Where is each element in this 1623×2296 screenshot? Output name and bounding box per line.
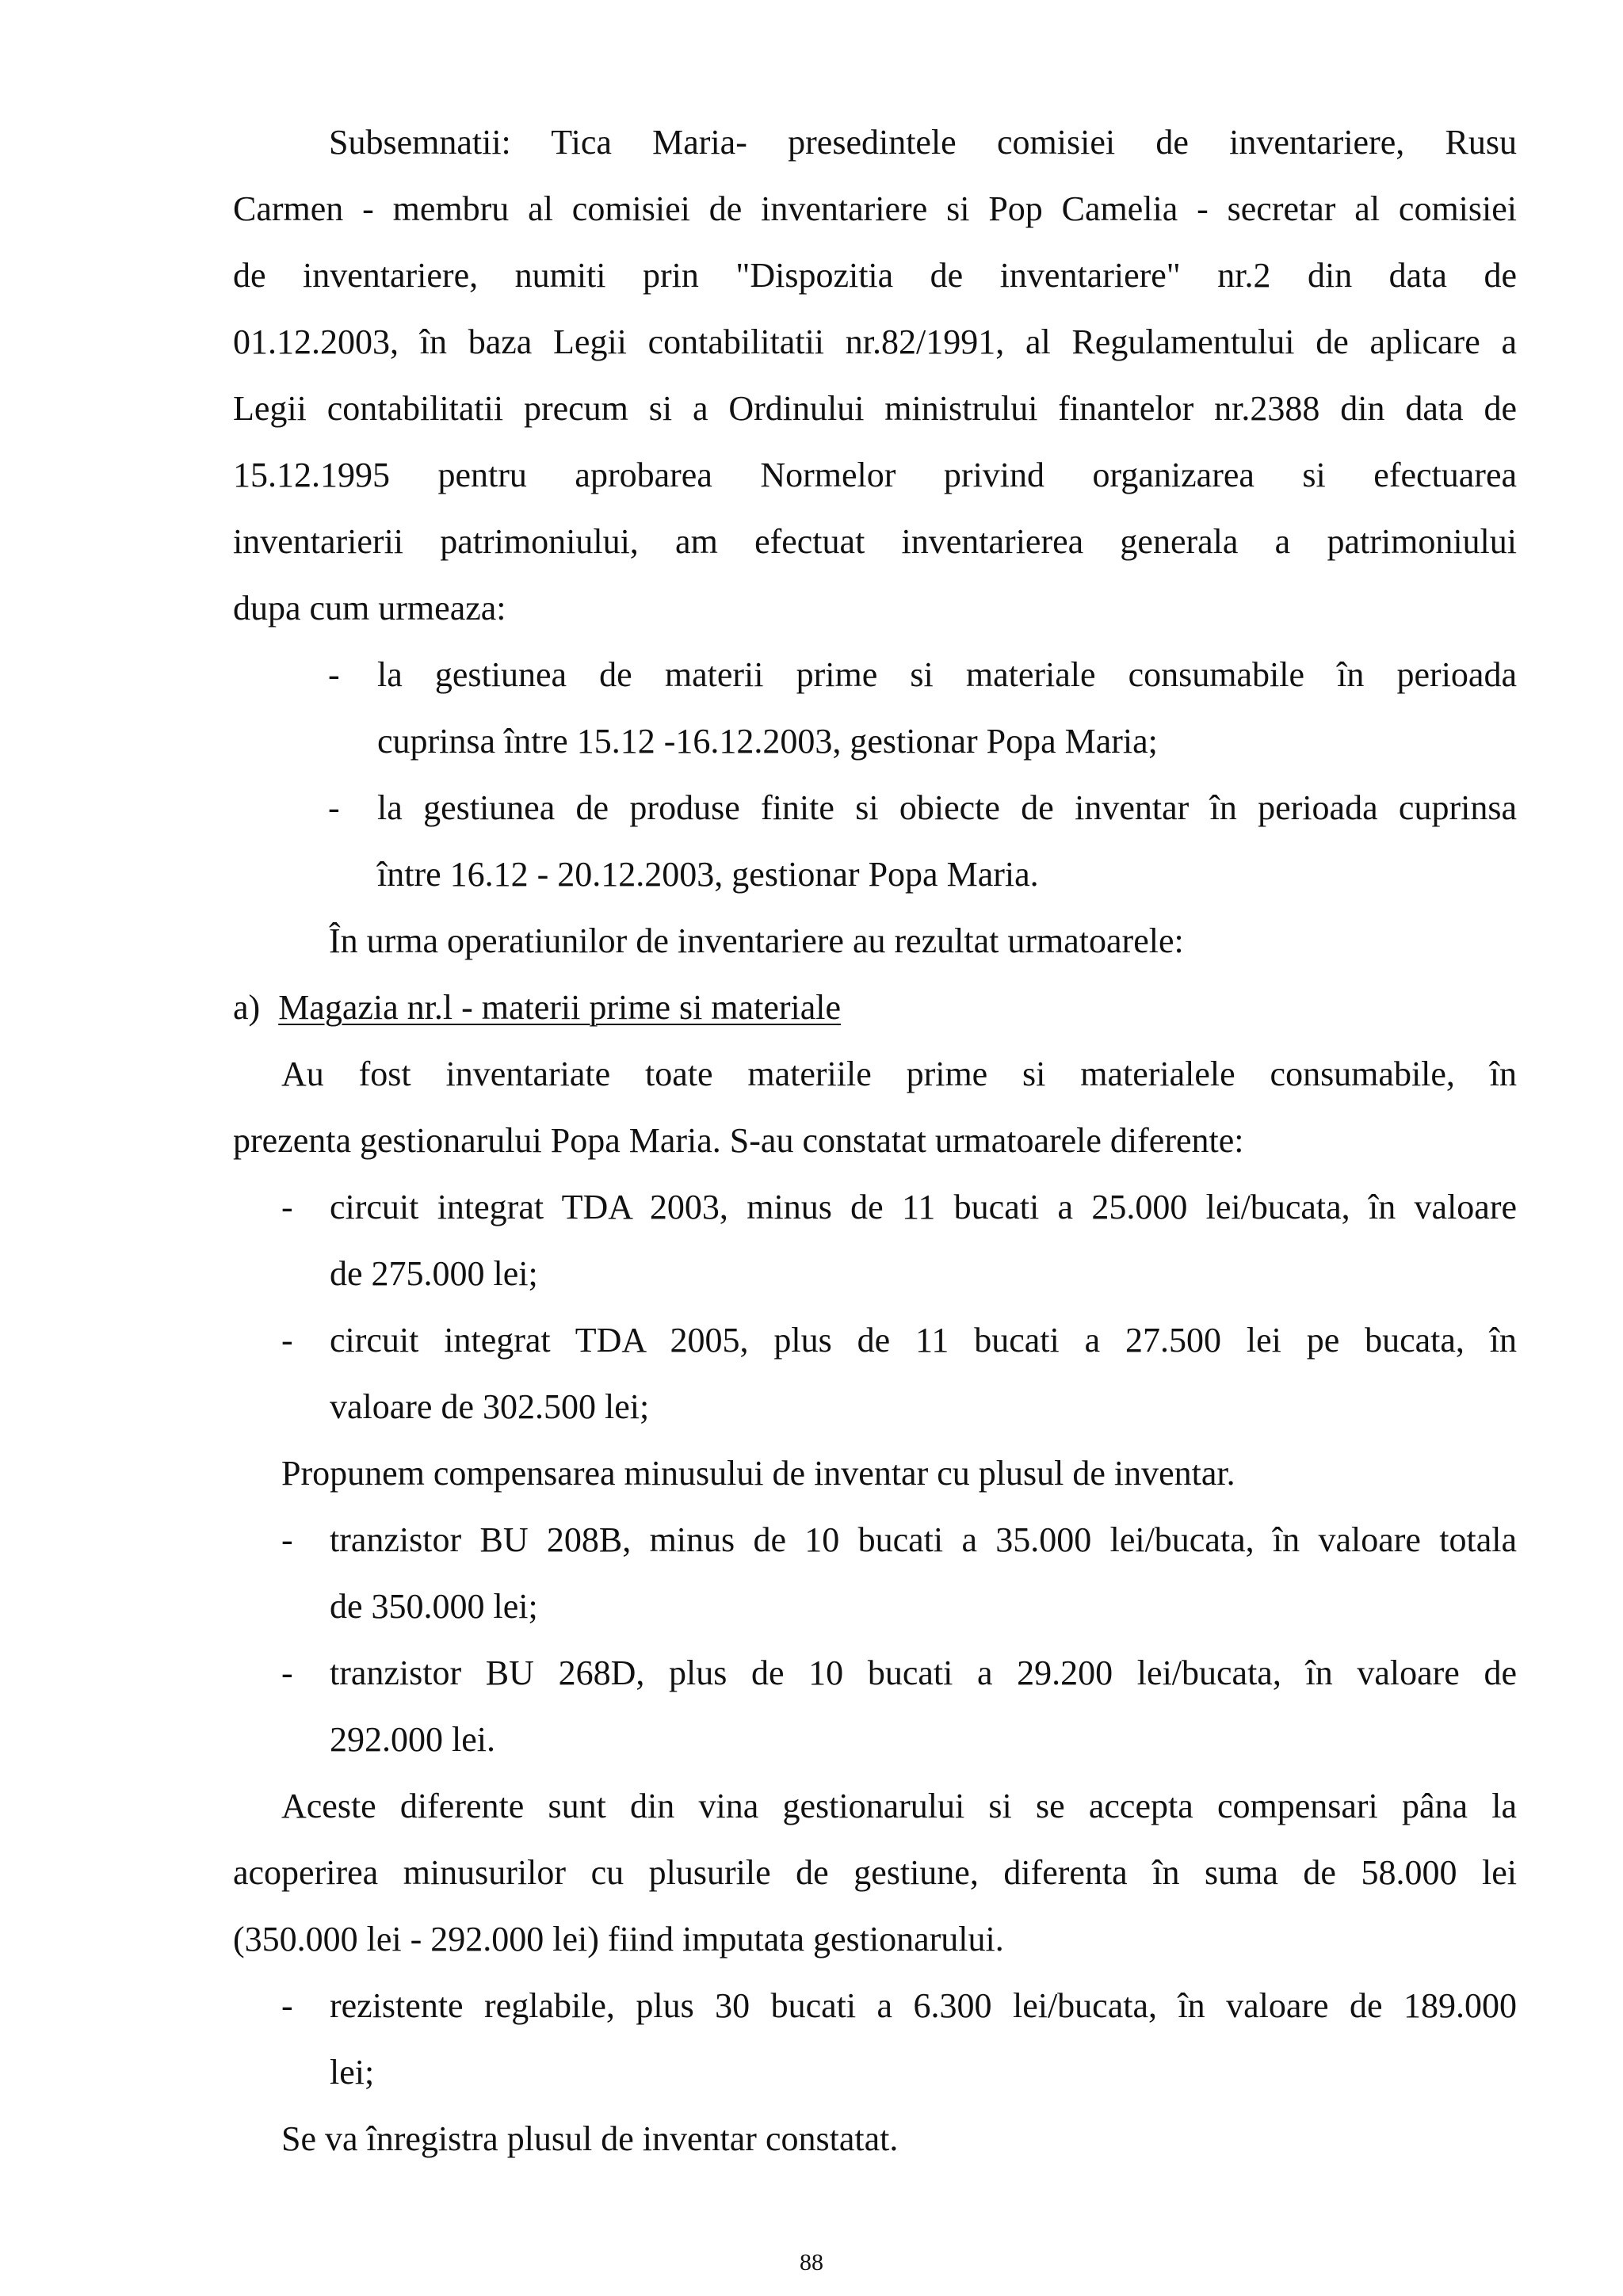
diff2-item-1-line-1 — [233, 1507, 1517, 1573]
schedule-item-2-line-2: între 16.12 - 20.12.2003, gestionar Popa Maria. — [377, 855, 1039, 894]
compensation-proposal: Propunem compensarea minusului de inventar cu plusul de inventar. — [281, 1454, 1235, 1493]
intro-line-1: Subsemnatii: Tica Maria- presedintele comisiei de inventariere, Rusu — [329, 123, 1517, 162]
list-dash: - — [328, 655, 340, 694]
schedule-item-2-text-1: la gestiunea de produse finite si obiecte de inventar în perioada cuprinsa — [377, 788, 1517, 827]
section-a-intro-line-1: Au fost inventariate toate materiile prime si materialele consumabile, în — [281, 1055, 1517, 1093]
intro-line-7: inventarierii patrimoniului, am efectuat inventarierea generala a patrimoniului — [233, 522, 1517, 561]
diff1-item-2-line-1 — [233, 1307, 1517, 1374]
list-dash: - — [281, 1653, 293, 1692]
section-a-title: Magazia nr.l - materii prime si materiale — [278, 988, 842, 1027]
diff1-item-2-text-1: circuit integrat TDA 2005, plus de 11 bucati a 27.500 lei pe bucata, în — [330, 1321, 1517, 1360]
intro-line-8: dupa cum urmeaza: — [233, 589, 506, 627]
diff1-item-1-line-2: de 275.000 lei; — [330, 1254, 538, 1293]
fault-paragraph — [233, 1773, 1517, 1973]
fault-line-3: (350.000 lei - 292.000 lei) fiind imputata gestionarului. — [233, 1920, 1004, 1958]
section-a-heading — [233, 974, 1517, 1041]
diff2-item-2-line-2: 292.000 lei. — [330, 1720, 495, 1759]
diff1-item-2-line-2: valoare de 302.500 lei; — [330, 1387, 650, 1426]
intro-line-2: Carmen - membru al comisiei de inventariere si Pop Camelia - secretar al comisiei — [233, 189, 1517, 228]
schedule-item-1-line-2: cuprinsa între 15.12 -16.12.2003, gestionar Popa Maria; — [377, 722, 1158, 761]
diff2-item-1-text-1: tranzistor BU 208B, minus de 10 bucati a 35.000 lei/bucata, în valoare totala — [330, 1520, 1517, 1559]
page-number: 88 — [800, 2249, 823, 2275]
diff3-item-1-text-1: rezistente reglabile, plus 30 bucati a 6.300 lei/bucata, în valoare de 189.000 — [330, 1986, 1517, 2025]
fault-line-2: acoperirea minusurilor cu plusurile de gestiune, diferenta în suma de 58.000 lei — [233, 1853, 1517, 1892]
diff1-item-1-text-1: circuit integrat TDA 2003, minus de 11 bucati a 25.000 lei/bucata, în valoare — [330, 1188, 1517, 1226]
list-dash: - — [281, 1986, 293, 2025]
diff2-item-2-text-1: tranzistor BU 268D, plus de 10 bucati a 29.200 lei/bucata, în valoare de — [330, 1653, 1517, 1692]
list-dash: - — [281, 1321, 293, 1360]
differences-group-3 — [233, 1973, 1517, 2106]
intro-line-3: de inventariere, numiti prin "Dispozitia de inventariere" nr.2 din data de — [233, 256, 1517, 295]
list-dash: - — [281, 1520, 293, 1559]
schedule-item-1-text-1: la gestiunea de materii prime si materiale consumabile în perioada — [377, 655, 1517, 694]
closing-sentence: Se va înregistra plusul de inventar constatat. — [281, 2119, 899, 2158]
section-a-marker: a) — [233, 988, 261, 1027]
intro-line-4: 01.12.2003, în baza Legii contabilitatii nr.82/1991, al Regulamentului de aplicare a — [233, 322, 1517, 361]
schedule-item-1-line-1 — [233, 642, 1517, 708]
results-intro: În urma operatiunilor de inventariere au rezultat urmatoarele: — [329, 921, 1184, 960]
diff2-item-2-line-1 — [233, 1640, 1517, 1707]
list-dash: - — [328, 788, 340, 827]
document-body — [233, 109, 1517, 2172]
diff3-item-1-line-2: lei; — [330, 2053, 375, 2092]
diff3-item-1-line-1 — [233, 1973, 1517, 2039]
intro-line-6: 15.12.1995 pentru aprobarea Normelor privind organizarea si efectuarea — [233, 456, 1517, 494]
differences-group-1 — [233, 1174, 1517, 1440]
fault-line-1: Aceste diferente sunt din vina gestionarului si se accepta compensari pâna la — [281, 1787, 1517, 1825]
differences-group-2 — [233, 1507, 1517, 1773]
schedule-list — [233, 642, 1517, 908]
diff1-item-1-line-1 — [233, 1174, 1517, 1241]
schedule-item-2-line-1 — [233, 775, 1517, 841]
diff2-item-1-line-2: de 350.000 lei; — [330, 1587, 538, 1626]
intro-line-5: Legii contabilitatii precum si a Ordinului ministrului finantelor nr.2388 din data de — [233, 389, 1517, 428]
intro-paragraph — [233, 109, 1517, 642]
section-a-intro-line-2: prezenta gestionarului Popa Maria. S-au constatat urmatoarele diferente: — [233, 1121, 1244, 1160]
list-dash: - — [281, 1188, 293, 1226]
